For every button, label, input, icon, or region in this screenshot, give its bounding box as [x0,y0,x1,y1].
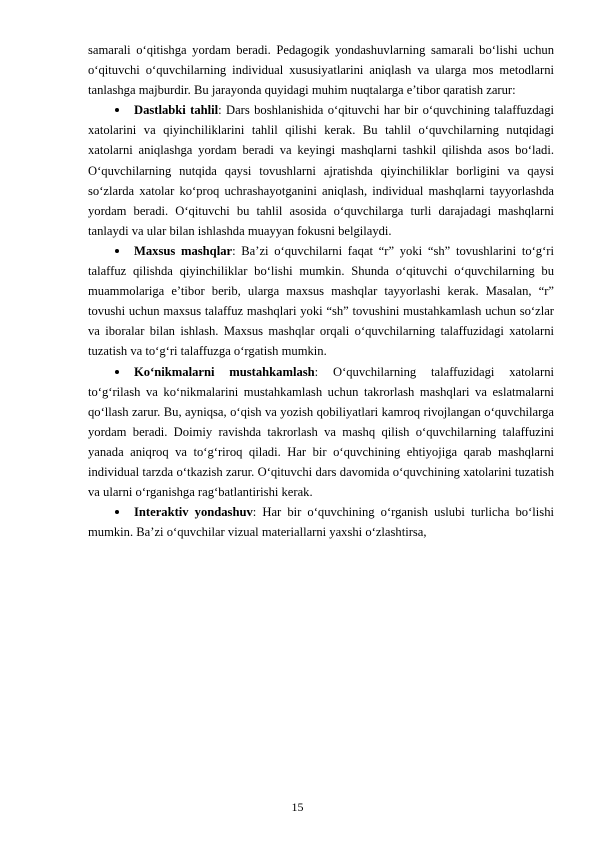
bullet-icon [115,370,119,374]
bullet-icon [115,510,119,514]
bullet-icon [115,249,119,253]
item-body: : Dars boshlanishida o‘qituvchi har bir o‘quvchining talaffuzdagi xatolarini va qiyinchiliklarini tahlil qilishi kerak. Bu tahlil o‘quvchilarning nutqidagi xatolarni aniqlashga yordam beradi va keyingi mashqlarni tashkil qilishda asos bo‘ladi. O‘quvchilarning nutqida qaysi tovushlarni ajratishda qiyinchiliklar borligini va qaysi so‘zlarda xatolar ko‘proq uchrashayotganini aniqlash, individual mashqlarni tayyorlashda yordam beradi. O‘qituvchi bu tahlil asosida o‘quvchilarga turli darajadagi mashqlarni tanlaydi va ular bilan ishlashda muayyan fokusni belgilaydi. [88,103,554,238]
bullet-list [88,100,554,542]
item-term: Ko‘nikmalarni mustahkamlash [134,364,315,379]
list-item [88,100,554,241]
item-term: Dastlabki tahlil [134,103,219,118]
bullet-icon [115,108,119,112]
list-item [88,241,554,362]
item-term: Interaktiv yondashuv [134,505,253,520]
item-body: : Ba’zi o‘quvchilarni faqat “r” yoki “sh” tovushlarini to‘g‘ri talaffuz qilishda qiyinchiliklar bo‘lishi mumkin. Shunda o‘qituvchi o‘quvchilarning bu muammolariga e’tibor berib, ularga maxsus mashqlar tayyorlashi kerak. Masalan, “r” tovushi uchun maxsus talaffuz mashqlari yoki “sh” tovushini mustahkamlash uchun so‘zlar va iboralar bilan ishlash. Maxsus mashqlar orqali o‘quvchilarning talaffuzidagi xatolarni tuzatish va to‘g‘ri talaffuzga o‘rgatish mumkin. [88,243,554,359]
list-item [88,502,554,542]
item-term: Maxsus mashqlar [134,243,233,258]
page-content [88,40,554,542]
list-item [88,362,554,503]
intro-paragraph: samarali o‘qitishga yordam beradi. Pedagogik yondashuvlarning samarali bo‘lishi uchun o‘qituvchi o‘quvchilarning individual xususiyatlarini aniqlash va ularga mos metodlarni tanlashga majburdir. Bu jarayonda quyidagi muhim nuqtalarga e’tibor qaratish zarur: [88,43,554,98]
item-body: : O‘quvchilarning talaffuzidagi xatolarni to‘g‘rilash va ko‘nikmalarini mustahkamlash uchun takrorlash mashqlari va eslatmalarni qo‘llash zarur. Bu, ayniqsa, o‘qish va yozish qobiliyatlari kamroq rivojlangan o‘quvchilarga yordam beradi. Doimiy ravishda takrorlash va mashq qilish o‘quvchilarning talaffuzini yanada aniqroq va to‘g‘riroq qiladi. Har bir o‘quvchining ehtiyojiga qarab mashqlarni individual tarzda o‘tkazish zarur. O‘qituvchi dars davomida o‘quvchining xatolarini tuzatish va ularni o‘rganishga rag‘batlantirishi kerak. [88,364,554,500]
item-body: : Har bir o‘quvchining o‘rganish uslubi turlicha bo‘lishi mumkin. Ba’zi o‘quvchilar vizual materiallarni yaxshi o‘zlashtirsa, [88,505,554,540]
page-number: 15 [291,800,304,814]
